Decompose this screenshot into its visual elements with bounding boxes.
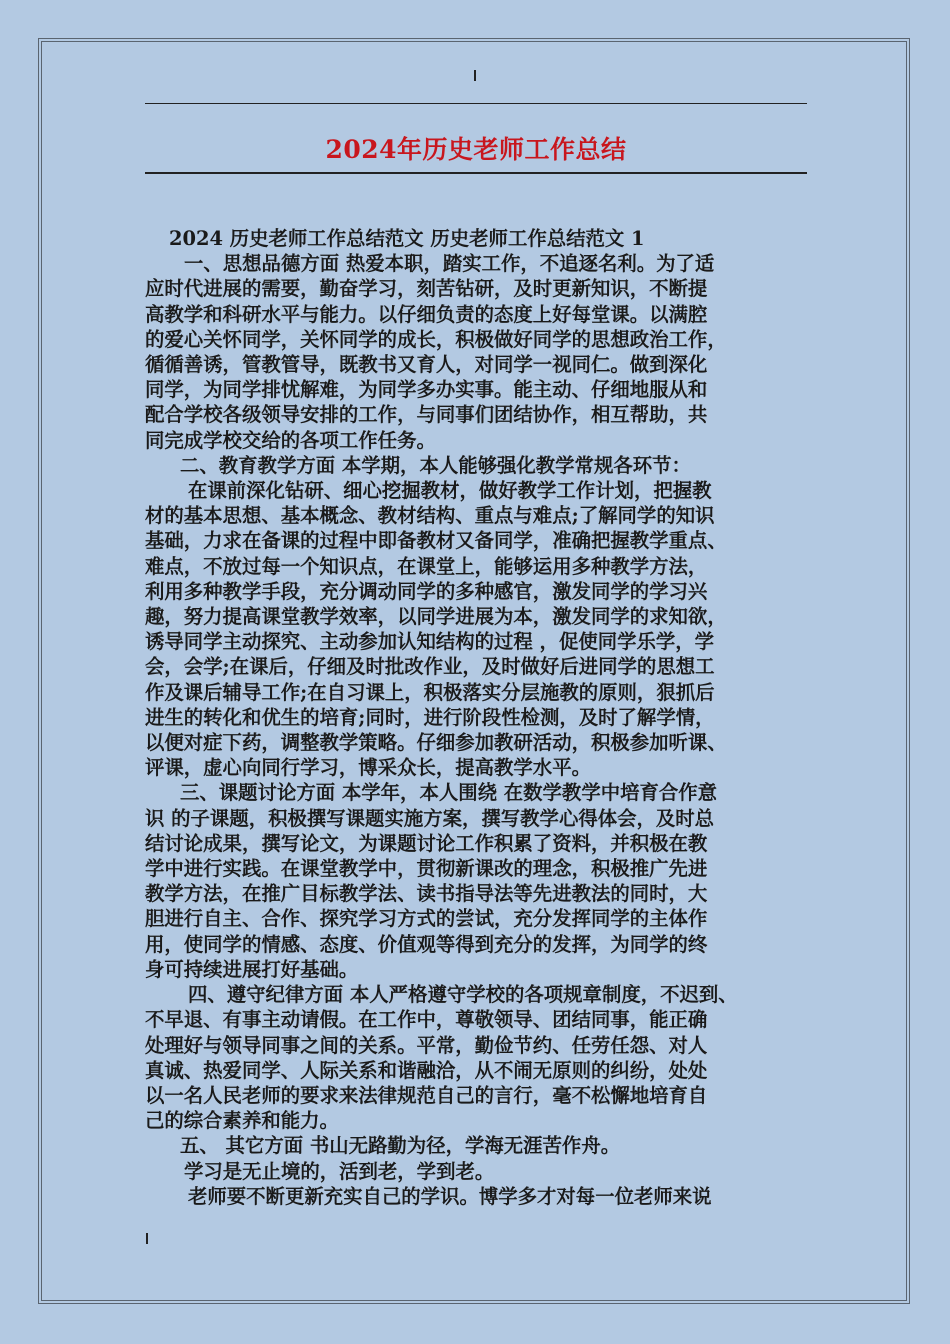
body-line: 学中进行实践。在课堂教学中，贯彻新课改的理念，积极推广先进: [145, 857, 708, 881]
body-line: 一、思想品德方面 热爱本职，踏实工作，不追逐名利。为了适: [184, 252, 715, 276]
body-line: 循循善诱，管教管导，既教书又育人，对同学一视同仁。做到深化: [145, 353, 708, 377]
body-line: 材的基本思想、基本概念、教材结构、重点与难点;了解同学的知识: [145, 504, 715, 528]
body-line: 难点，不放过每一个知识点，在课堂上，能够运用多种教学方法，: [145, 554, 708, 578]
body-line: 不早退、有事主动请假。在工作中，尊敬领导、团结同事，能正确: [145, 1008, 708, 1032]
body-line: 五、 其它方面 书山无路勤为径，学海无涯苦作舟。: [180, 1134, 621, 1158]
body-line: 教学方法，在推广目标教学法、读书指导法等先进教法的同时，大: [145, 882, 708, 906]
body-line: 评课，虚心向同行学习，博采众长，提高教学水平。: [145, 756, 591, 780]
body-line: 结讨论成果，撰写论文，为课题讨论工作积累了资料，并积极在教: [145, 831, 708, 855]
body-line: 作及课后辅导工作;在自习课上，积极落实分层施教的原则，狠抓后: [145, 680, 715, 704]
document-title: 2024年历史老师工作总结: [325, 135, 627, 164]
body-line: 的爱心关怀同学，关怀同学的成长，积极做好同学的思想政治工作，: [145, 327, 727, 351]
body-line: 三、课题讨论方面 本学年，本人围绕 在数学教学中培育合作意: [180, 781, 718, 805]
body-line: 处理好与领导同事之间的关系。平常，勤俭节约、任劳任怨、对人: [145, 1033, 708, 1057]
body-line: 应时代进展的需要，勤奋学习，刻苦钻研，及时更新知识，不断提: [145, 277, 708, 301]
body-line: 学习是无止境的，活到老，学到老。: [184, 1159, 495, 1183]
header-rule: [145, 103, 807, 104]
body-line: 利用多种教学手段，充分调动同学的多种感官，激发同学的学习兴: [145, 579, 708, 603]
body-line: 识 的子课题，积极撰写课题实施方案，撰写教学心得体会，及时总: [145, 806, 715, 830]
title-rule: [145, 172, 807, 174]
body-line: 老师要不断更新充实自己的学识。博学多才对每一位老师来说: [188, 1184, 712, 1208]
subtitle-line: 2024 历史老师工作总结范文 历史老师工作总结范文 1: [169, 227, 645, 250]
document-body: [145, 226, 825, 1209]
body-line: 己的综合素养和能力。: [145, 1109, 339, 1133]
body-line: 高教学和科研水平与能力。以仔细负责的态度上好每堂课。以满腔: [145, 302, 708, 326]
body-line: 配合学校各级领导安排的工作，与同事们团结协作，相互帮助，共: [145, 403, 708, 427]
body-line: 同学，为同学排忧解难，为同学多办实事。能主动、仔细地服从和: [145, 378, 708, 402]
header-cursor-mark: [474, 70, 476, 81]
body-line: 二、教育教学方面 本学期，本人能够强化教学常规各环节：: [180, 453, 691, 477]
body-line: 基础，力求在备课的过程中即备教材又备同学，准确把握教学重点、: [145, 529, 727, 553]
body-line: 真诚、热爱同学、人际关系和谐融洽，从不闹无原则的纠纷，处处: [145, 1058, 708, 1082]
body-line: 以一名人民老师的要求来法律规范自己的言行，毫不松懈地培育自: [145, 1083, 708, 1107]
body-line: 会，会学;在课后，仔细及时批改作业，及时做好后进同学的思想工: [145, 655, 715, 679]
body-line: 进生的转化和优生的培育;同时，进行阶段性检测，及时了解学情，: [145, 705, 715, 729]
body-line: 在课前深化钻研、细心挖掘教材，做好教学工作计划，把握教: [188, 479, 712, 503]
footer-cursor-mark: [146, 1233, 148, 1244]
body-line: 四、遵守纪律方面 本人严格遵守学校的各项规章制度，不迟到、: [188, 983, 738, 1007]
body-line: 身可持续进展打好基础。: [145, 957, 359, 981]
body-line: 诱导同学主动探究、主动参加认知结构的过程 ，促使同学乐学，学: [145, 630, 715, 654]
body-line: 用，使同学的情感、态度、价值观等得到充分的发挥，为同学的终: [145, 932, 708, 956]
body-line: 以便对症下药，调整教学策略。仔细参加教研活动，积极参加听课、: [145, 731, 727, 755]
body-line: 胆进行自主、合作、探究学习方式的尝试，充分发挥同学的主体作: [145, 907, 708, 931]
body-line: 同完成学校交给的各项工作任务。: [145, 428, 436, 452]
body-line: 趣，努力提高课堂教学效率，以同学进展为本，激发同学的求知欲，: [145, 605, 727, 629]
